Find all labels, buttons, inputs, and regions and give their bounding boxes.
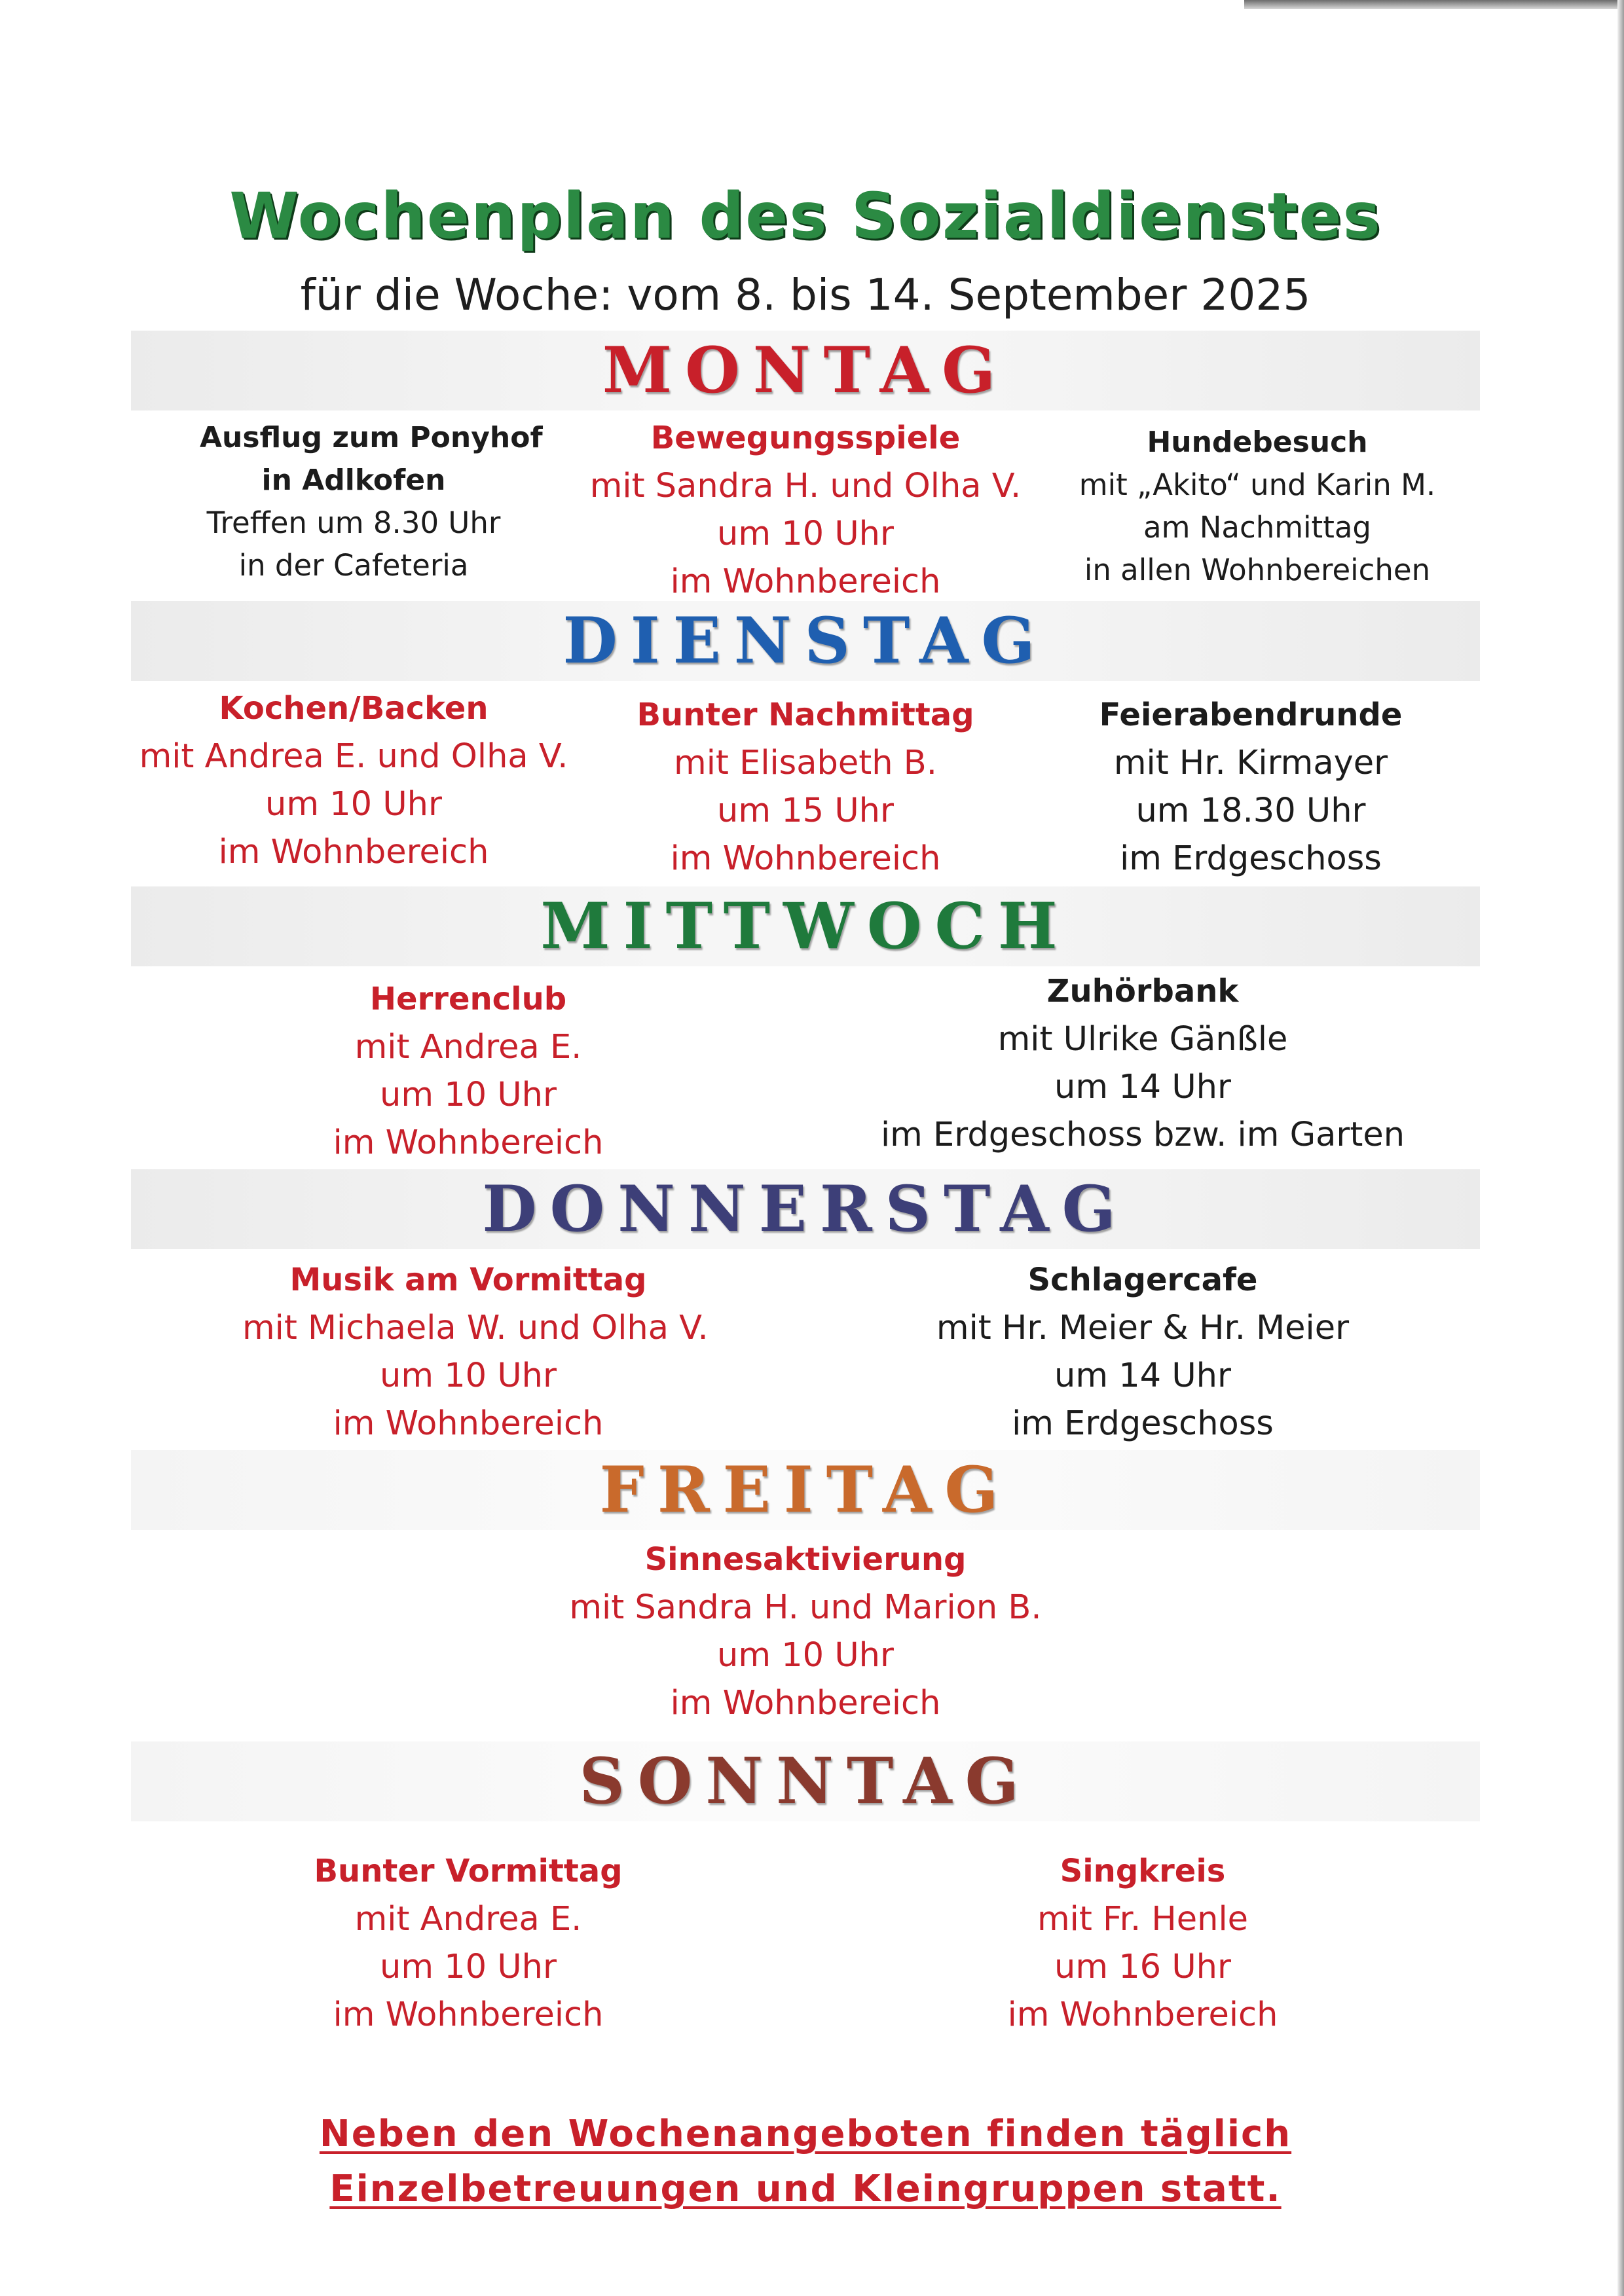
event-bunter-vormittag (275, 1848, 661, 2039)
event-line: mit Hr. Meier & Hr. Meier (936, 1309, 1350, 1347)
page-title: Wochenplan des Sozialdienstes (229, 179, 1382, 253)
footer-note (0, 2107, 1611, 2217)
event-title: Zuhörbank (1046, 973, 1239, 1010)
page-subtitle: für die Woche: vom 8. bis 14. September 2025 (300, 270, 1311, 320)
event-musik-am-vormittag (242, 1256, 709, 1448)
event-line: in Adlkofen (261, 464, 446, 497)
event-line: im Wohnbereich (670, 1684, 941, 1722)
event-line: am Nachmittag (1143, 510, 1371, 545)
day-bar-montag (131, 331, 1480, 410)
event-line: mit Andrea E. (354, 1028, 582, 1066)
event-line: mit Andrea E. (354, 1900, 582, 1939)
event-line: um 18.30 Uhr (1135, 792, 1366, 830)
day-bar-dienstag (131, 601, 1480, 681)
day-heading-freitag: FREITAG (599, 1453, 1012, 1527)
day-heading-montag: MONTAG (602, 333, 1009, 407)
event-line: um 14 Uhr (1054, 1357, 1231, 1395)
day-bar-donnerstag (131, 1169, 1480, 1249)
event-line: im Wohnbereich (670, 839, 941, 878)
event-line: mit Hr. Kirmayer (1113, 744, 1388, 782)
day-heading-donnerstag: DONNERSTAG (482, 1172, 1129, 1246)
footer-note-line-1: Neben den Wochenangeboten finden täglich (319, 2113, 1292, 2155)
event-title: Ausflug zum Ponyhof (200, 421, 543, 454)
event-line: im Wohnbereich (333, 1123, 604, 1162)
event-kochen-backen (138, 685, 570, 876)
event-title: Schlagercafe (1027, 1262, 1258, 1298)
event-title: Feierabendrunde (1099, 697, 1403, 733)
event-line: um 10 Uhr (380, 1948, 557, 1986)
day-bar-mittwoch (131, 886, 1480, 966)
event-line: Treffen um 8.30 Uhr (206, 505, 501, 540)
event-line: um 10 Uhr (265, 785, 442, 824)
event-line: um 16 Uhr (1054, 1948, 1231, 1986)
event-line: im Wohnbereich (670, 562, 941, 601)
event-line: mit Sandra H. und Marion B. (569, 1588, 1042, 1627)
event-line: mit Sandra H. und Olha V. (589, 467, 1022, 505)
event-hundebesuch (1061, 421, 1454, 591)
scan-edge-right (1617, 0, 1624, 2296)
event-line: mit Andrea E. und Olha V. (139, 737, 568, 776)
scan-edge-top (1244, 0, 1624, 9)
event-line: im Erdgeschoss bzw. im Garten (880, 1116, 1405, 1154)
event-line: im Erdgeschoss (1012, 1404, 1274, 1443)
event-line: um 10 Uhr (380, 1357, 557, 1395)
event-bunter-nachmittag (609, 691, 1002, 883)
event-line: im Erdgeschoss (1120, 839, 1382, 878)
event-line: um 14 Uhr (1054, 1068, 1231, 1106)
event-line: im Wohnbereich (1007, 1995, 1278, 2034)
event-title: Bunter Vormittag (314, 1853, 623, 1889)
event-line: im Wohnbereich (333, 1995, 604, 2034)
day-bar-freitag (131, 1450, 1480, 1530)
event-line: mit Elisabeth B. (674, 744, 937, 782)
event-title: Bewegungsspiele (650, 420, 961, 456)
event-line: in allen Wohnbereichen (1084, 553, 1431, 587)
event-line: mit Michaela W. und Olha V. (242, 1309, 709, 1347)
event-line: im Wohnbereich (333, 1404, 604, 1443)
event-line: um 10 Uhr (380, 1076, 557, 1114)
event-title: Kochen/Backen (219, 690, 489, 727)
event-line: mit Fr. Henle (1037, 1900, 1248, 1939)
event-line: mit Ulrike Gänßle (997, 1020, 1288, 1059)
event-title: Singkreis (1060, 1853, 1226, 1889)
event-feierabendrunde (1087, 691, 1414, 883)
event-bewegungsspiele (576, 414, 1035, 606)
event-sinnesaktivierung (563, 1536, 1048, 1727)
event-line: mit „Akito“ und Karin M. (1079, 467, 1436, 502)
event-title: Bunter Nachmittag (637, 697, 974, 733)
event-title: Sinnesaktivierung (644, 1541, 967, 1578)
footer-note-line-2: Einzelbetreuungen und Kleingruppen statt. (329, 2168, 1282, 2210)
day-bar-sonntag (131, 1741, 1480, 1821)
event-title: Hundebesuch (1147, 426, 1368, 459)
event-ausflug-ponyhof (200, 416, 543, 587)
event-zuhoerbank (877, 968, 1408, 1159)
event-line: um 10 Uhr (717, 1636, 894, 1675)
day-heading-dienstag: DIENSTAG (563, 604, 1048, 678)
day-heading-sonntag: SONNTAG (579, 1744, 1032, 1818)
event-line: um 10 Uhr (717, 515, 894, 553)
event-line: um 15 Uhr (717, 792, 894, 830)
day-heading-mittwoch: MITTWOCH (540, 889, 1071, 963)
event-line: im Wohnbereich (218, 833, 489, 871)
event-schlagercafe (917, 1256, 1369, 1448)
event-singkreis (982, 1848, 1303, 2039)
event-herrenclub (268, 975, 668, 1167)
event-line: in der Cafeteria (238, 548, 469, 583)
event-title: Musik am Vormittag (289, 1262, 647, 1298)
event-title: Herrenclub (369, 981, 567, 1017)
